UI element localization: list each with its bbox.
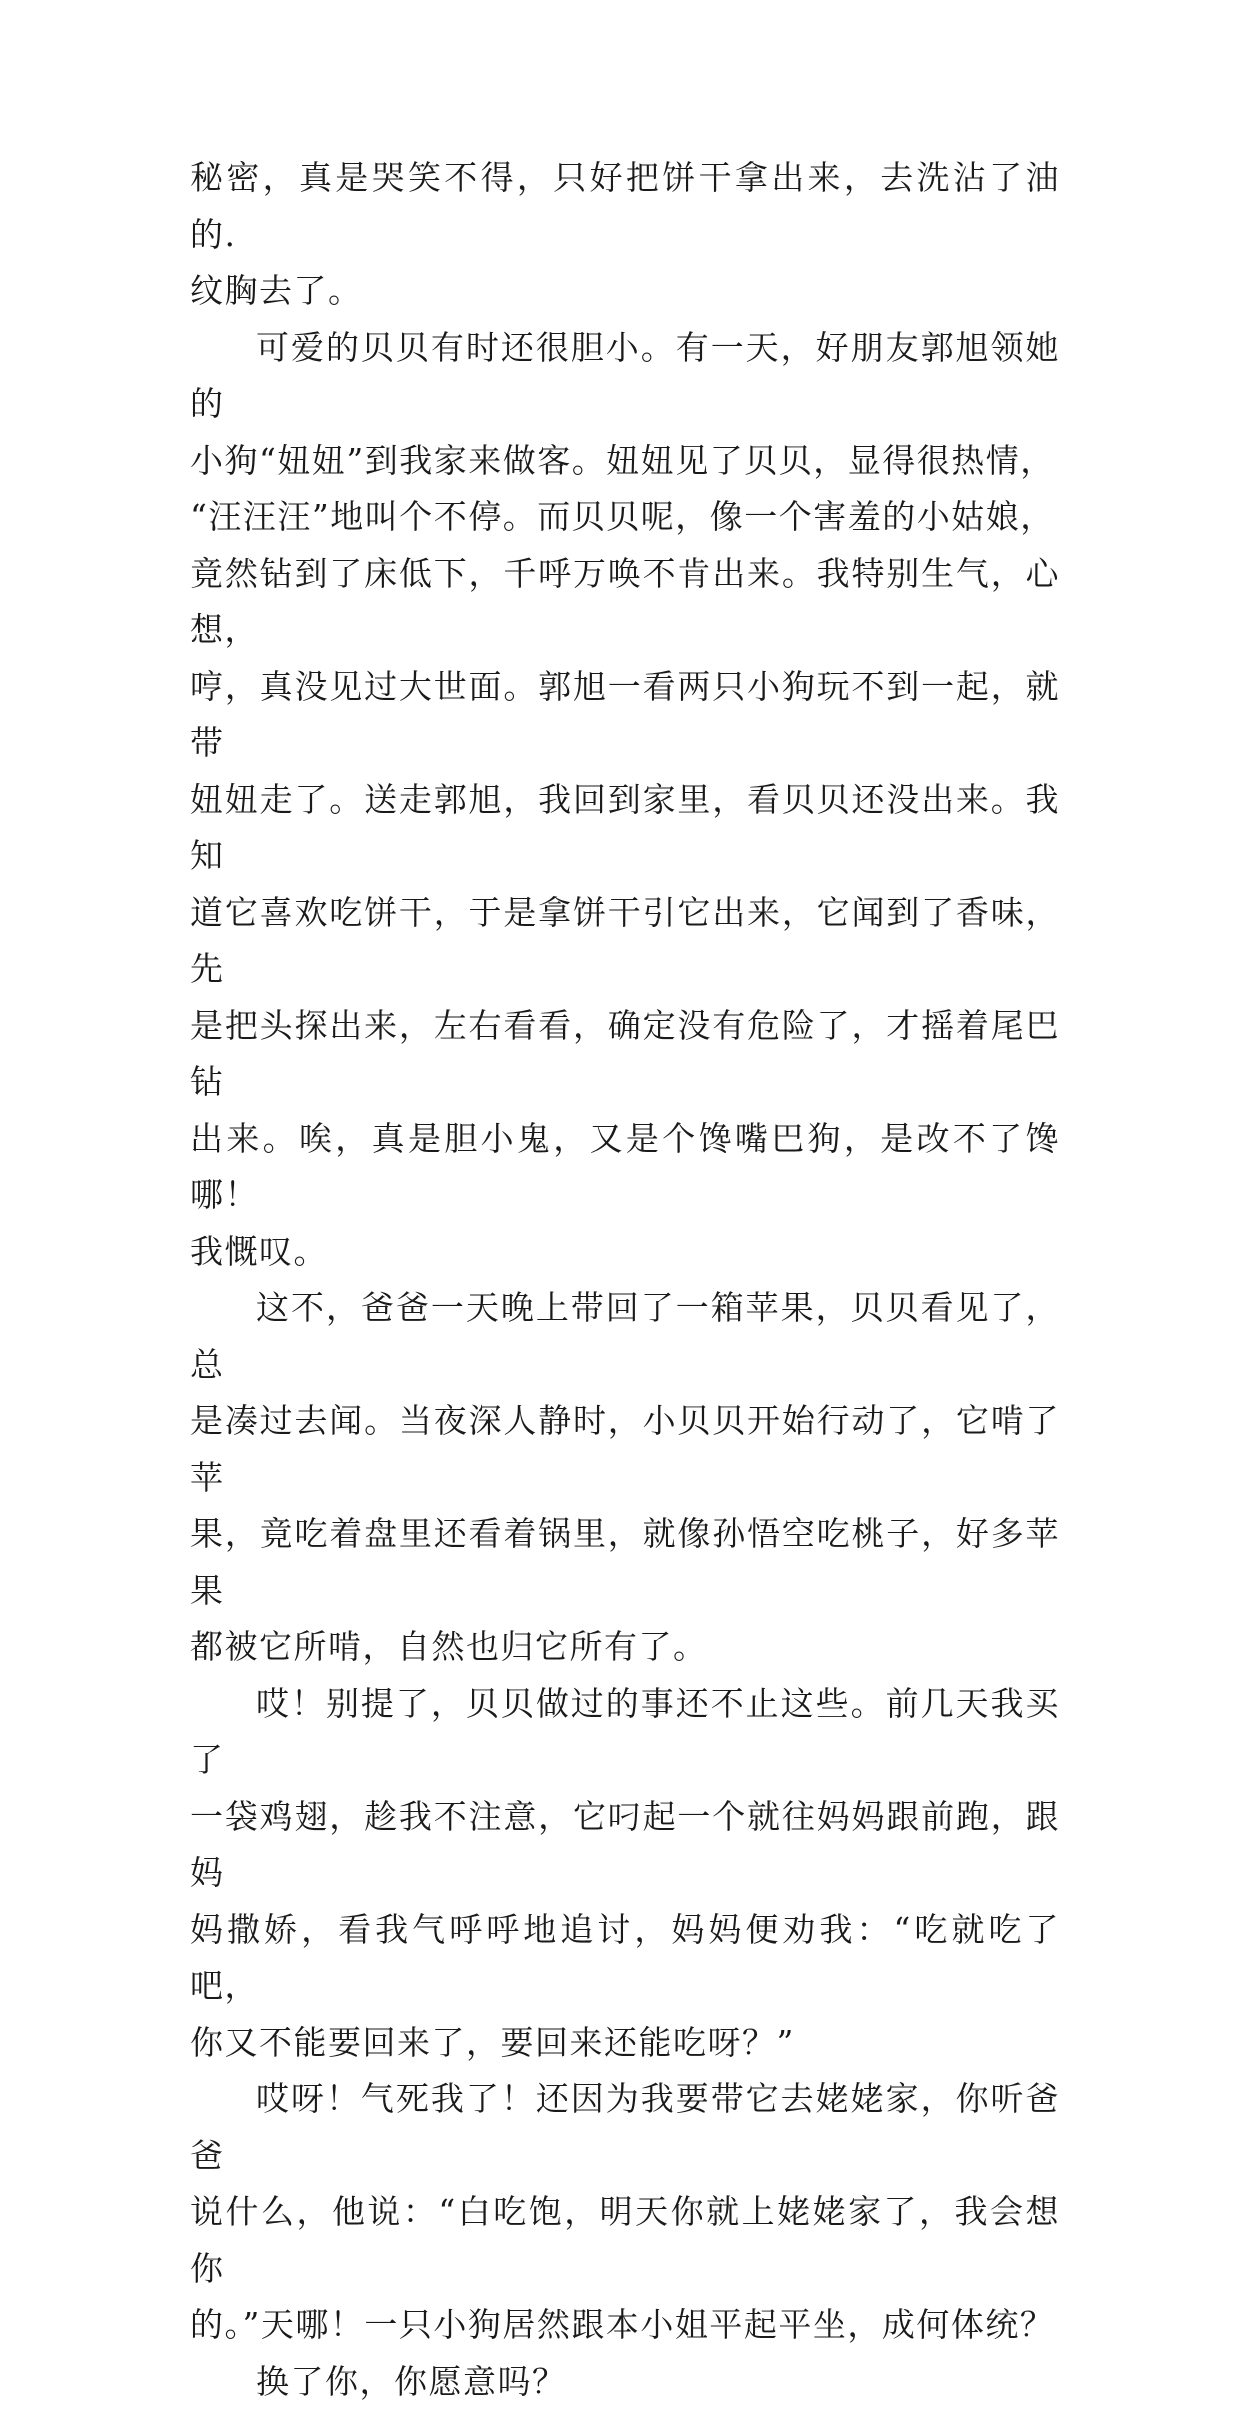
paragraph xyxy=(190,1280,1060,1676)
text-line: 哎！别提了，贝贝做过的事还不止这些。前几天我买了 xyxy=(190,1684,1060,1780)
text-line: 是把头探出来，左右看看，确定没有危险了，才摇着尾巴钻 xyxy=(190,1006,1060,1102)
text-line: 都被它所啃，自然也归它所有了。 xyxy=(190,1627,708,1666)
text-line: 你又不能要回来了，要回来还能吃呀？” xyxy=(190,2023,795,2062)
text-line: 纹胸去了。 xyxy=(190,271,363,310)
text-line: 小狗“妞妞”到我家来做客。妞妞见了贝贝，显得很热情， xyxy=(190,441,1055,480)
text-line: 哎呀！气死我了！还因为我要带它去姥姥家，你听爸爸 xyxy=(190,2079,1060,2175)
text-line: 这不，爸爸一天晚上带回了一箱苹果，贝贝看见了，总 xyxy=(190,1288,1060,1384)
text-line: 出来。唉，真是胆小鬼，又是个馋嘴巴狗，是改不了馋哪！ xyxy=(190,1119,1060,1215)
paragraph xyxy=(190,1676,1060,2072)
text-line: 竟然钻到了床低下，千呼万唤不肯出来。我特别生气，心想， xyxy=(190,554,1060,650)
text-line: 可爱的贝贝有时还很胆小。有一天，好朋友郭旭领她的 xyxy=(190,328,1060,424)
text-line: 是凑过去闻。当夜深人静时，小贝贝开始行动了，它啃了苹 xyxy=(190,1401,1060,1497)
text-line: 哼，真没见过大世面。郭旭一看两只小狗玩不到一起，就带 xyxy=(190,667,1060,763)
text-line: 说什么，他说：“白吃饱，明天你就上姥姥家了，我会想你 xyxy=(190,2192,1060,2288)
text-line: 道它喜欢吃饼干，于是拿饼干引它出来，它闻到了香味，先 xyxy=(190,893,1060,989)
text-line: 我慨叹。 xyxy=(190,1232,328,1271)
text-line: 果，竟吃着盘里还看着锅里，就像孙悟空吃桃子，好多苹果 xyxy=(190,1514,1060,1610)
text-line: “汪汪汪”地叫个不停。而贝贝呢，像一个害羞的小姑娘， xyxy=(190,497,1055,536)
text-line: 秘密，真是哭笑不得，只好把饼干拿出来，去洗沾了油的. xyxy=(190,158,1060,254)
paragraph xyxy=(190,2071,1060,2354)
text-line: 的。”天哪！一只小狗居然跟本小姐平起平坐，成何体统？ xyxy=(190,2305,1054,2344)
paragraph xyxy=(190,150,1060,320)
text-line: 妈撒娇，看我气呼呼地追讨，妈妈便劝我：“吃就吃了吧， xyxy=(190,1910,1060,2006)
text-line: 换了你，你愿意吗？ xyxy=(256,2362,567,2401)
body-text xyxy=(190,150,1060,2410)
paragraph xyxy=(190,2354,1060,2410)
text-line: 妞妞走了。送走郭旭，我回到家里，看贝贝还没出来。我知 xyxy=(190,780,1060,876)
paragraph xyxy=(190,320,1060,1281)
text-line: 一袋鸡翅，趁我不注意，它叼起一个就往妈妈跟前跑，跟妈 xyxy=(190,1797,1060,1893)
